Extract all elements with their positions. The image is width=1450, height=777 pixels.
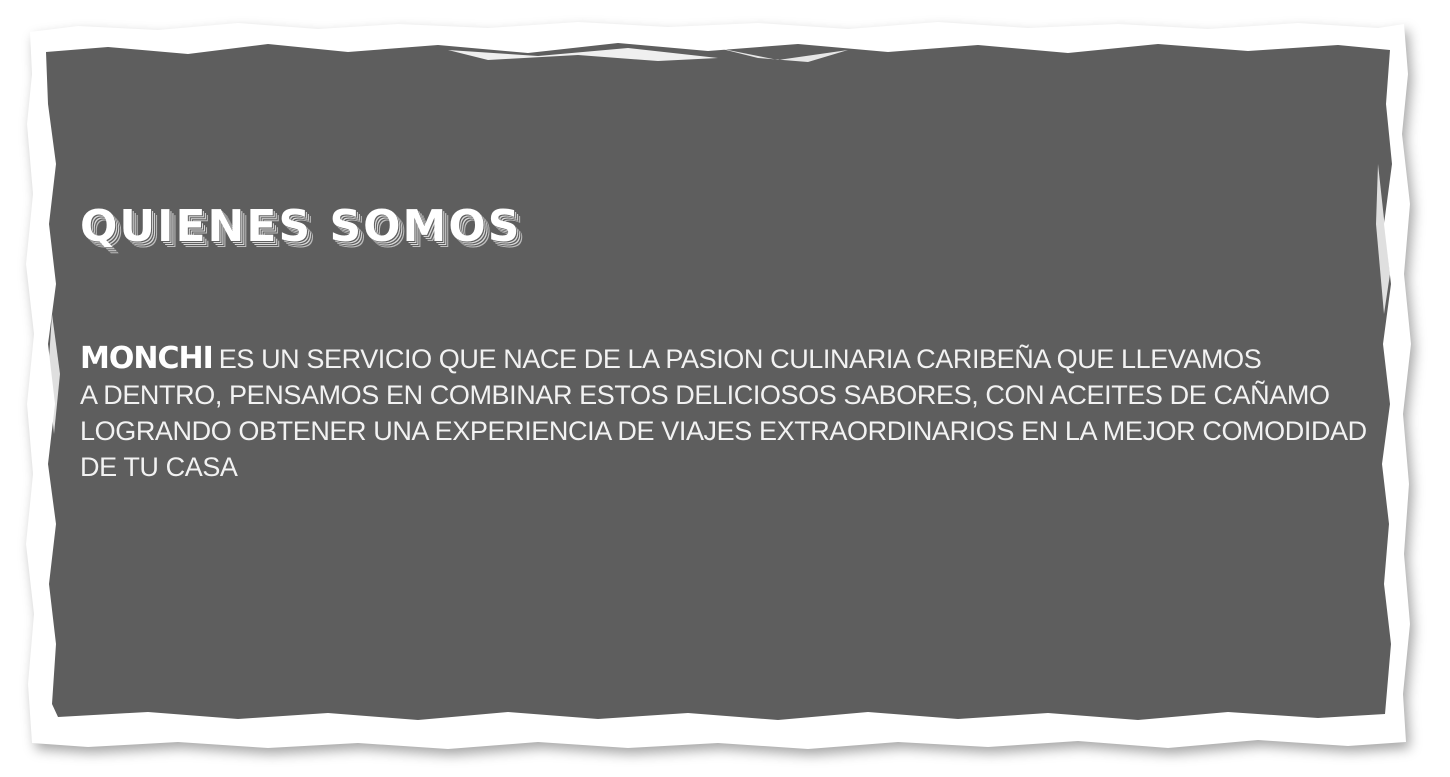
about-description bbox=[80, 341, 1390, 485]
description-text: ES UN SERVICIO QUE NACE DE LA PASION CULINARIA CARIBEÑA QUE LLEVAMOS bbox=[218, 344, 1262, 374]
description-line-1 bbox=[80, 341, 1390, 377]
description-line-4: DE TU CASA bbox=[80, 452, 238, 482]
description-line-2: A DENTRO, PENSAMOS EN COMBINAR ESTOS DELICIOSOS SABORES, CON ACEITES DE CAÑAMO bbox=[80, 380, 1330, 410]
section-title: QUIENES SOMOS bbox=[80, 201, 522, 252]
description-line-3: LOGRANDO OBTENER UNA EXPERIENCIA DE VIAJES EXTRAORDINARIOS EN LA MEJOR COMODIDAD bbox=[80, 416, 1367, 446]
brand-name: MONCHI bbox=[80, 341, 213, 376]
about-section bbox=[80, 195, 1390, 485]
